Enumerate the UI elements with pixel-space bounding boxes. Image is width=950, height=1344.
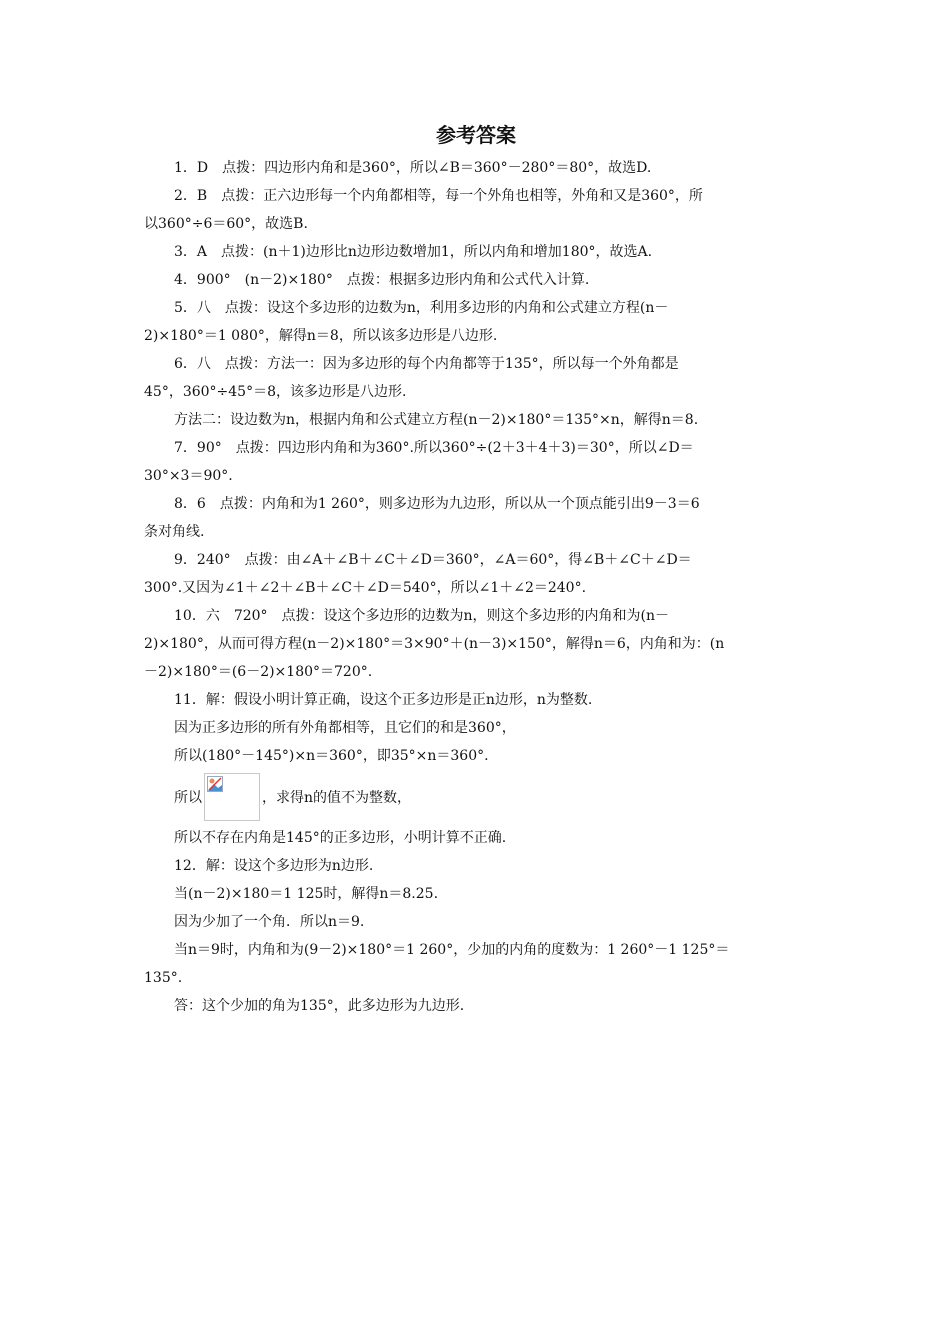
answers-part-1 [144,154,808,770]
answer-line: 11．解：假设小明计算正确，设这个正多边形是正n边形，n为整数. [174,692,593,708]
answer-line: 当n＝9时，内角和为(9－2)×180°＝1 260°，少加的内角的度数为：1 260°－1 125°＝ [174,942,730,958]
answer-line: 所以(180°－145°)×n＝360°，即35°×n＝360°. [174,748,489,764]
answer-line: 方法二：设边数为n，根据内角和公式建立方程(n－2)×180°＝135°×n，解得n＝8. [174,412,699,428]
answer-line: 4．900° (n－2)×180° 点拨：根据多边形内角和公式代入计算. [174,272,590,288]
answer-line: 1．D 点拨：四边形内角和是360°，所以∠B＝360°－280°＝80°，故选D. [174,160,652,176]
answer-line: 6．八 点拨：方法一：因为多边形的每个内角都等于135°，所以每一个外角都是 [174,356,679,372]
answer-line: 8．6 点拨：内角和为1 260°，则多边形为九边形，所以从一个顶点能引出9－3＝6 [174,496,700,512]
answer-line: 45°，360°÷45°＝8，该多边形是八边形. [144,384,407,400]
answer-line: 30°×3＝90°. [144,468,233,484]
page-title: 参考答案 [436,123,516,147]
answer-line: 因为正多边形的所有外角都相等，且它们的和是360°， [174,720,516,736]
answer-line: 3．A 点拨：(n＋1)边形比n边形边数增加1，所以内角和增加180°，故选A. [174,244,653,260]
broken-image-placeholder [204,773,260,821]
answer-page [144,118,808,1020]
formula-line [144,770,808,824]
answer-line: 2．B 点拨：正六边形每一个内角都相等，每一个外角也相等，外角和又是360°，所 [174,188,703,204]
answer-line: 以360°÷6＝60°，故选B. [144,216,308,232]
formula-prefix: 所以 [174,790,202,806]
formula-suffix: ，求得n的值不为整数， [262,790,412,806]
answer-line: 条对角线. [144,524,205,540]
answer-line: 所以不存在内角是145°的正多边形，小明计算不正确. [174,830,507,846]
answer-line: 答：这个少加的角为135°，此多边形为九边形. [174,998,465,1014]
answer-line: 9．240° 点拨：由∠A＋∠B＋∠C＋∠D＝360°，∠A＝60°，得∠B＋∠C＋∠D＝ [174,552,692,568]
answer-line: 因为少加了一个角．所以n＝9. [174,914,365,930]
answer-line: 300°.又因为∠1＋∠2＋∠B＋∠C＋∠D＝540°，所以∠1＋∠2＝240°. [144,580,587,596]
answer-line: 10．六 720° 点拨：设这个多边形的边数为n，则这个多边形的内角和为(n－ [174,608,670,624]
answer-line: 7．90° 点拨：四边形内角和为360°.所以360°÷(2＋3＋4＋3)＝30°，所以∠D＝ [174,440,694,456]
image-icon [207,776,223,792]
answer-line: 135°. [144,970,183,986]
answer-line: 2)×180°＝1 080°，解得n＝8，所以该多边形是八边形. [144,328,498,344]
answer-line: 2)×180°，从而可得方程(n－2)×180°＝3×90°＋(n－3)×150°，解得n＝6，内角和为：(n [144,636,725,652]
answer-line: 当(n－2)×180＝1 125时，解得n＝8.25. [174,886,439,902]
answer-line: －2)×180°＝(6－2)×180°＝720°. [144,664,373,680]
answer-line: 12．解：设这个多边形为n边形. [174,858,374,874]
answers-part-2 [144,824,808,1020]
answer-line: 5．八 点拨：设这个多边形的边数为n，利用多边形的内角和公式建立方程(n－ [174,300,669,316]
